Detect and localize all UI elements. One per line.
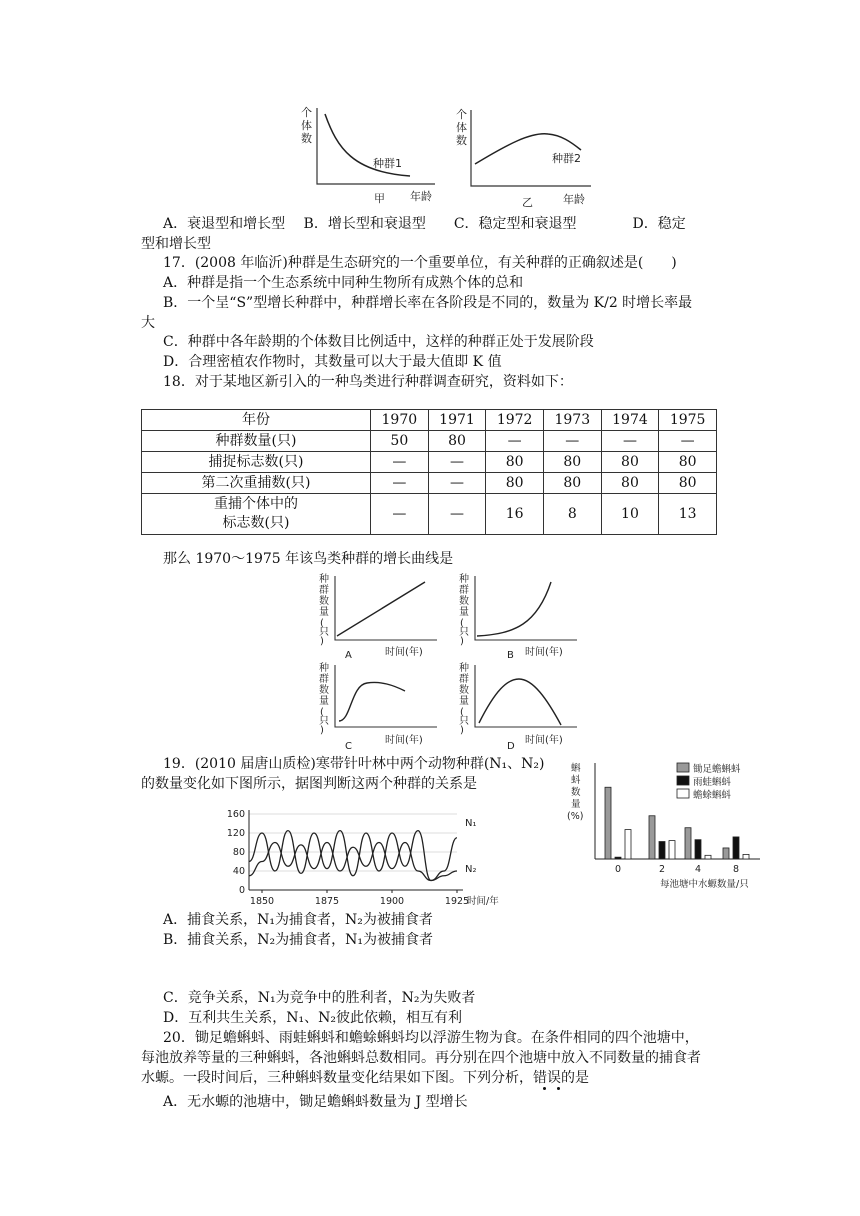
- q19-stem-line2: 的数量变化如下图所示，据图判断这两个种群的关系是: [141, 776, 477, 792]
- graph-c-letter: C: [345, 741, 352, 752]
- table-header-cell: 1971: [428, 410, 486, 431]
- graph-c-ylabel-6: 只: [319, 716, 329, 727]
- y-tick-label: 160: [226, 809, 245, 820]
- x-tick-label: 4: [694, 864, 702, 875]
- graph-a-xlabel: 时间(年): [385, 647, 423, 658]
- x-axis-label: 每池塘中水螈数量/只: [660, 879, 749, 890]
- table-header-cell: 年份: [142, 410, 371, 431]
- x-tick-label: 1850: [249, 896, 275, 907]
- graph-b-ylabel-6: 只: [459, 627, 469, 638]
- table-cell: 10: [601, 494, 659, 535]
- graph-a-ylabel-3: 数: [319, 596, 329, 607]
- table-cell: —: [659, 431, 717, 452]
- table-cell: 捕捉标志数(只): [142, 452, 371, 473]
- jia-ylabel-3: 数: [301, 132, 312, 145]
- table-row: [142, 473, 717, 494]
- legend-swatch: [677, 789, 689, 798]
- y-axis-label: 蝌: [571, 763, 581, 774]
- q16-options-line2: 型和增长型: [141, 236, 211, 252]
- x-tick-label: 0: [614, 864, 622, 875]
- table-cell: —: [371, 452, 429, 473]
- bar: [743, 854, 749, 859]
- q18-followup: 那么 1970～1975 年该鸟类种群的增长曲线是: [163, 551, 454, 567]
- q18-stem: 18．对于某地区新引入的一种鸟类进行种群调查研究，资料如下：: [163, 374, 573, 390]
- table-cell: 80: [486, 452, 544, 473]
- series-label: N₂: [465, 863, 477, 875]
- graph-d-ylabel-2: 群: [459, 674, 469, 685]
- jia-ylabel-2: 体: [301, 119, 312, 132]
- y-axis-label: 量: [571, 799, 581, 810]
- x-tick-label: 8: [732, 864, 740, 875]
- q17-option-c: C．种群中各年龄期的个体数目比例适中，这样的种群正处于发展阶段: [163, 334, 594, 350]
- graph-d-ylabel-6: 只: [459, 716, 469, 727]
- census-table: [141, 409, 717, 535]
- graph-d-ylabel-7: ): [460, 725, 464, 736]
- bar: [705, 855, 711, 859]
- y-axis-label: 数: [571, 787, 581, 798]
- q19-option-c: C．竞争关系，N₁为竞争中的胜利者，N₂为失败者: [163, 990, 476, 1006]
- table-cell: 第二次重捕数(只): [142, 473, 371, 494]
- graph-d-ylabel-5: (: [460, 707, 464, 718]
- graph-c-curve: [339, 682, 405, 721]
- q17-option-d: D．合理密植农作物时，其数量可以大于最大值即 K 值: [163, 354, 502, 370]
- population-line-chart: [215, 808, 499, 913]
- q20-stem-line1: 20．锄足蟾蝌蚪、雨蛙蝌蚪和蟾蜍蝌蚪均以浮游生物为食。在条件相同的四个池塘中，: [163, 1030, 699, 1046]
- table-cell: 80: [601, 452, 659, 473]
- graph-b-ylabel-3: 数: [459, 596, 469, 607]
- table-cell: —: [371, 494, 429, 535]
- growth-graph-b: [455, 572, 585, 662]
- yi-caption: 乙: [522, 196, 533, 209]
- table-cell: 80: [659, 452, 717, 473]
- graph-a-letter: A: [345, 650, 352, 661]
- jia-ylabel-1: 个: [301, 106, 312, 119]
- table-header-cell: 1970: [371, 410, 429, 431]
- graph-d-ylabel-3: 数: [459, 685, 469, 696]
- series-label: N₁: [465, 817, 477, 829]
- q16-options-line1: A．衰退型和增长型 B．增长型和衰退型 C．稳定型和衰退型 D．稳定: [163, 216, 686, 232]
- y-tick-label: 120: [226, 828, 245, 839]
- table-cell: —: [543, 431, 601, 452]
- table-cell: —: [486, 431, 544, 452]
- q20-option-a: A．无水螈的池塘中，锄足蟾蝌蚪数量为 J 型增长: [163, 1094, 468, 1110]
- y-tick-label: 40: [232, 866, 245, 877]
- y-tick-label: 0: [238, 885, 245, 896]
- graph-b-xlabel: 时间(年): [525, 647, 563, 658]
- graph-a-ylabel-4: 量: [319, 607, 329, 618]
- yi-xlabel: 年龄: [563, 193, 585, 206]
- table-header-cell: 1972: [486, 410, 544, 431]
- graph-a-ylabel-2: 群: [319, 585, 329, 596]
- q17-stem: 17．(2008 年临沂)种群是生态研究的一个重要单位，有关种群的正确叙述是( ): [163, 255, 677, 271]
- y-tick-label: 80: [232, 847, 245, 858]
- table-header-row: [142, 410, 717, 431]
- graph-a-curve: [337, 582, 425, 636]
- graph-a-ylabel-7: ): [320, 636, 324, 647]
- graph-a-ylabel-6: 只: [319, 627, 329, 638]
- bar: [695, 840, 701, 859]
- emphasis-dot: [557, 1087, 560, 1090]
- yi-ylabel-1: 个: [456, 108, 467, 121]
- graph-d-xlabel: 时间(年): [525, 735, 563, 746]
- table-cell: 80: [543, 473, 601, 494]
- q17-option-a: A．种群是指一个生态系统中同种生物所有成熟个体的总和: [163, 275, 524, 291]
- graph-b-ylabel-2: 群: [459, 585, 469, 596]
- graph-c-xlabel: 时间(年): [385, 735, 423, 746]
- table-cell: 80: [601, 473, 659, 494]
- graph-a-ylabel-1: 种: [319, 574, 329, 585]
- q19-option-b: B．捕食关系，N₂为捕食者，N₁为被捕食者: [163, 932, 434, 948]
- legend-swatch: [677, 776, 689, 785]
- table-row: [142, 452, 717, 473]
- graph-c-ylabel-4: 量: [319, 696, 329, 707]
- table-cell: —: [371, 473, 429, 494]
- table-header-cell: 1973: [543, 410, 601, 431]
- table-cell-label-line1: 重捕个体中的: [214, 496, 298, 512]
- tadpole-bar-chart: [565, 757, 780, 892]
- yi-ylabel-3: 数: [456, 134, 467, 147]
- jia-xlabel: 年龄: [410, 190, 432, 203]
- q20-stem-line2: 每池放养等量的三种蝌蚪，各池蝌蚪总数相同。再分别在四个池塘中放入不同数量的捕食者: [141, 1050, 701, 1066]
- legend-label: 雨蛙蝌蚪: [693, 777, 732, 788]
- graph-b-ylabel-1: 种: [459, 574, 469, 585]
- graph-c-ylabel-7: ): [320, 725, 324, 736]
- jia-axes: [317, 108, 435, 184]
- table-cell: 80: [659, 473, 717, 494]
- x-tick-label: 1925: [444, 896, 470, 907]
- table-cell: —: [428, 452, 486, 473]
- bar: [605, 787, 611, 859]
- graph-a-ylabel-5: (: [320, 618, 324, 629]
- graph-b-letter: B: [507, 650, 514, 661]
- yi-series-label: 种群2: [552, 152, 581, 165]
- x-tick-label: 2: [658, 864, 666, 875]
- y-axis-label: 蚪: [571, 775, 581, 786]
- growth-graph-a: [315, 572, 445, 662]
- graph-b-ylabel-7: ): [460, 636, 464, 647]
- emphasis-dot: [543, 1087, 546, 1090]
- bar: [685, 828, 691, 859]
- graph-c-ylabel-3: 数: [319, 685, 329, 696]
- q19-option-a: A．捕食关系，N₁为捕食者，N₂为被捕食者: [163, 912, 433, 928]
- table-header-cell: 1975: [659, 410, 717, 431]
- table-row: [142, 431, 717, 452]
- jia-series-label: 种群1: [373, 157, 402, 170]
- table-cell: —: [428, 494, 486, 535]
- table-cell: —: [601, 431, 659, 452]
- x-axis-label: 时间/年: [467, 896, 499, 907]
- jia-caption: 甲: [374, 192, 385, 205]
- graph-c-ylabel-5: (: [320, 707, 324, 718]
- table-cell: 80: [428, 431, 486, 452]
- table-row: [142, 494, 717, 535]
- graph-d-axes: [475, 665, 577, 727]
- table-cell: 16: [486, 494, 544, 535]
- x-tick-label: 1875: [314, 896, 340, 907]
- legend-label: 锄足蟾蝌蚪: [693, 764, 741, 775]
- table-cell: 种群数量(只): [142, 431, 371, 452]
- legend-label: 蟾蜍蝌蚪: [693, 790, 732, 801]
- graph-a-axes: [335, 576, 437, 640]
- bar: [625, 830, 631, 859]
- table-header-cell: 1974: [601, 410, 659, 431]
- graph-b-axes: [475, 576, 577, 640]
- graph-b-curve: [477, 582, 551, 636]
- table-cell: —: [428, 473, 486, 494]
- table-cell: 8: [543, 494, 601, 535]
- bar: [649, 816, 655, 859]
- q20-stem-line3: 水螈。一段时间后，三种蝌蚪数量变化结果如下图。下列分析，错误的是: [141, 1070, 589, 1086]
- bar: [615, 857, 621, 859]
- q19-stem-line1: 19．(2010 届唐山质检)寒带针叶林中两个动物种群(N₁、N₂): [163, 756, 545, 772]
- table-cell: 13: [659, 494, 717, 535]
- legend-swatch: [677, 763, 689, 772]
- bar: [659, 842, 665, 859]
- bar: [733, 837, 739, 859]
- graph-d-curve: [479, 679, 561, 725]
- bar: [669, 841, 675, 859]
- q17-option-b-line2: 大: [141, 315, 155, 331]
- table-cell: [142, 494, 371, 535]
- graph-c-ylabel-1: 种: [319, 663, 329, 674]
- graph-d-ylabel-1: 种: [459, 663, 469, 674]
- graph-c-ylabel-2: 群: [319, 674, 329, 685]
- y-axis-label: (%): [567, 811, 584, 822]
- growth-graph-d: [455, 661, 585, 753]
- graph-d-ylabel-4: 量: [459, 696, 469, 707]
- yi-ylabel-2: 体: [456, 121, 467, 134]
- growth-graph-c: [315, 661, 445, 753]
- table-cell-label-line2: 标志数(只): [222, 515, 290, 531]
- fig-jia: [295, 100, 445, 210]
- q19-option-d: D．互利共生关系，N₁、N₂彼此依赖，相互有利: [163, 1010, 462, 1026]
- graph-d-letter: D: [507, 741, 515, 752]
- table-cell: 80: [486, 473, 544, 494]
- q17-option-b-line1: B．一个呈“S”型增长种群中，种群增长率在各阶段是不同的，数量为 K/2 时增长率最: [163, 295, 693, 311]
- series-line-1: [249, 831, 457, 881]
- graph-b-ylabel-5: (: [460, 618, 464, 629]
- table-cell: 80: [543, 452, 601, 473]
- fig-yi: [453, 104, 603, 214]
- yi-axes: [471, 110, 591, 186]
- bar: [723, 848, 729, 859]
- graph-c-axes: [335, 665, 437, 727]
- table-cell: 50: [371, 431, 429, 452]
- x-tick-label: 1900: [379, 896, 405, 907]
- graph-b-ylabel-4: 量: [459, 607, 469, 618]
